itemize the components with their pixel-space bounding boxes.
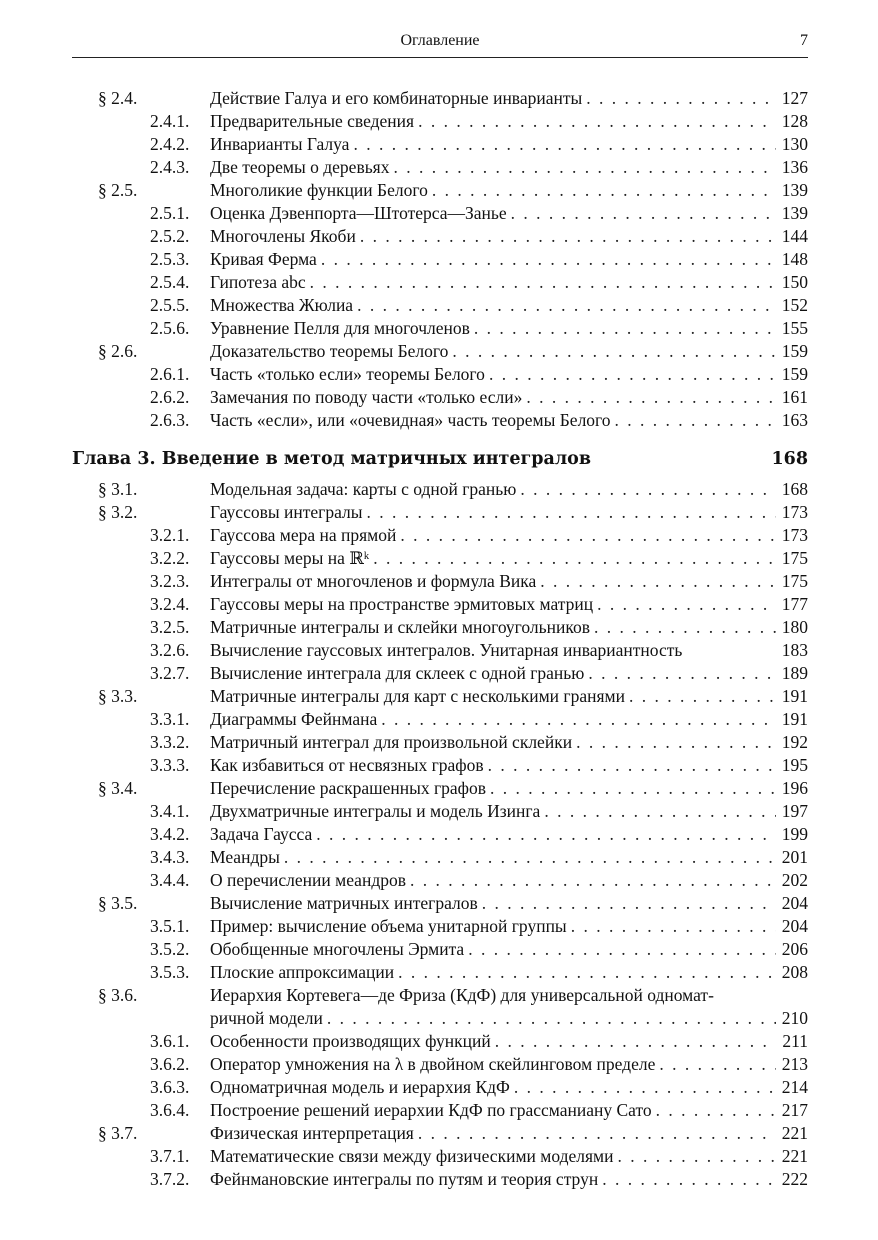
toc-number: 3.5.1. — [150, 916, 190, 936]
toc-entry-line — [210, 501, 808, 524]
toc-leader-dots — [510, 1076, 776, 1099]
toc-title: Как избавиться от несвязных графов — [210, 755, 484, 775]
toc-entry-line — [210, 846, 808, 869]
toc-title: Две теоремы о деревьях — [210, 157, 390, 177]
toc-title: Гауссова мера на прямой — [210, 525, 397, 545]
toc-page: 214 — [781, 1077, 808, 1097]
toc-title: Оценка Дэвенпорта—Штотерса—Занье — [210, 203, 507, 223]
toc-subsection — [72, 1099, 808, 1122]
toc-page: 191 — [781, 709, 808, 729]
toc-entry-line — [210, 179, 808, 202]
toc-page: 159 — [781, 364, 808, 384]
toc-number: § 2.6. — [98, 341, 138, 361]
toc-section — [72, 179, 808, 202]
toc-subsection — [72, 1145, 808, 1168]
toc-section — [72, 777, 808, 800]
toc-title: Предварительные сведения — [210, 111, 415, 131]
toc-page: 168 — [781, 479, 808, 499]
toc-number: 3.2.1. — [150, 525, 190, 545]
toc-entry-line — [210, 984, 808, 1007]
toc-subsection — [72, 225, 808, 248]
toc-subsection — [72, 248, 808, 271]
toc-title: Вычисление интеграла для склеек с одной гранью — [210, 663, 585, 683]
toc-subsection — [72, 915, 808, 938]
toc-page: 192 — [781, 732, 808, 752]
toc-number: 3.6.3. — [150, 1077, 190, 1097]
toc-title: Гауссовы интегралы — [210, 502, 363, 522]
toc-subsection — [72, 639, 808, 662]
toc-entry-line — [210, 869, 808, 892]
toc-subsection — [72, 616, 808, 639]
toc-leader-dots — [356, 225, 776, 248]
toc-entry-line — [210, 202, 808, 225]
toc-leader-dots — [484, 754, 776, 777]
toc-page: 206 — [781, 939, 808, 959]
toc-leader-dots — [280, 846, 776, 869]
toc-number: 3.2.3. — [150, 571, 190, 591]
toc-number: § 2.4. — [98, 88, 138, 108]
toc-leader-dots — [406, 869, 776, 892]
toc-section — [72, 984, 808, 1007]
toc-subsection — [72, 156, 808, 179]
toc-leader-dots — [567, 915, 776, 938]
toc-title: Часть «если», или «очевидная» часть теоремы Белого — [210, 410, 611, 430]
toc-number: 2.5.5. — [150, 295, 190, 315]
toc-entry-line — [210, 294, 808, 317]
toc-page: 139 — [781, 180, 808, 200]
toc-number: 3.2.5. — [150, 617, 190, 637]
toc-entry-line — [210, 87, 808, 110]
toc-subsection — [72, 1076, 808, 1099]
toc-entry-line — [210, 1122, 808, 1145]
toc-subsection — [72, 524, 808, 547]
toc-entry-line — [210, 409, 808, 432]
toc-leader-dots — [317, 248, 776, 271]
toc-title: Иерархия Кортевега—де Фриза (КдФ) для универсальной одномат- — [210, 985, 714, 1005]
toc-page: 128 — [781, 111, 808, 131]
toc-number: 3.2.6. — [150, 640, 190, 660]
toc-page: 152 — [781, 295, 808, 315]
toc-part-chapter-2 — [72, 87, 808, 432]
toc-leader-dots — [396, 524, 775, 547]
toc-entry-line — [210, 938, 808, 961]
toc-leader-dots — [470, 317, 776, 340]
toc-entry-line — [210, 892, 808, 915]
toc-leader-dots — [349, 133, 775, 156]
toc-entry-line — [210, 248, 808, 271]
toc-page: 155 — [781, 318, 808, 338]
toc-number: 2.5.3. — [150, 249, 190, 269]
toc-title: Модельная задача: карты с одной гранью — [210, 479, 517, 499]
toc-page: 202 — [781, 870, 808, 890]
toc-page: 189 — [781, 663, 808, 683]
toc-subsection — [72, 731, 808, 754]
toc-title: Одноматричная модель и иерархия КдФ — [210, 1077, 510, 1097]
toc-entry-line — [210, 754, 808, 777]
toc-subsection — [72, 547, 808, 570]
toc-subsection — [72, 110, 808, 133]
toc-entry-line — [210, 156, 808, 179]
toc-page: 163 — [781, 410, 808, 430]
toc-continuation — [72, 1007, 808, 1030]
toc-subsection — [72, 708, 808, 731]
toc-entry-line — [210, 133, 808, 156]
toc-entry-line — [210, 271, 808, 294]
toc-title: О перечислении меандров — [210, 870, 406, 890]
toc-entry-line — [210, 616, 808, 639]
toc-title: Гипотеза abc — [210, 272, 306, 292]
toc-number: § 3.5. — [98, 893, 138, 913]
toc-entry-line — [210, 662, 808, 685]
toc-entry-line — [210, 478, 808, 501]
toc-leader-dots — [611, 409, 776, 432]
toc-page: 199 — [781, 824, 808, 844]
toc-title: Множества Жюлиа — [210, 295, 354, 315]
toc-number: 3.7.2. — [150, 1169, 190, 1189]
toc-leader-dots — [491, 1030, 777, 1053]
toc-page: 217 — [781, 1100, 808, 1120]
toc-entry-line — [210, 524, 808, 547]
toc-title: Гауссовы меры на ℝᵏ — [210, 548, 370, 568]
toc-number: 3.4.3. — [150, 847, 190, 867]
toc-page: 139 — [781, 203, 808, 223]
toc-title: ричной модели — [210, 1008, 323, 1028]
toc-title: Доказательство теоремы Белого — [210, 341, 449, 361]
toc-entry-line — [210, 1076, 808, 1099]
toc-title: Меандры — [210, 847, 280, 867]
toc-page: 136 — [781, 157, 808, 177]
toc-subsection — [72, 386, 808, 409]
toc-page: 175 — [781, 548, 808, 568]
toc-entry-line — [210, 1145, 808, 1168]
toc-entry-line — [210, 340, 808, 363]
toc-subsection — [72, 961, 808, 984]
toc-entry-line — [210, 915, 808, 938]
running-header-title: Оглавление — [400, 32, 480, 49]
toc-subsection — [72, 1168, 808, 1191]
toc-subsection — [72, 570, 808, 593]
toc-title: Часть «только если» теоремы Белого — [210, 364, 485, 384]
toc-page: 211 — [782, 1031, 808, 1051]
toc-page: 195 — [781, 755, 808, 775]
toc-subsection — [72, 662, 808, 685]
toc-subsection — [72, 754, 808, 777]
toc-entry-line — [210, 1053, 808, 1076]
toc-leader-dots — [312, 823, 775, 846]
toc-leader-dots — [414, 1122, 776, 1145]
toc-leader-dots — [590, 616, 776, 639]
toc-entry-line — [210, 570, 808, 593]
toc-entry-line — [210, 593, 808, 616]
toc-number: 2.4.1. — [150, 111, 190, 131]
toc-number: 2.5.6. — [150, 318, 190, 338]
header-rule — [72, 57, 808, 58]
toc-subsection — [72, 271, 808, 294]
toc-page: 196 — [781, 778, 808, 798]
toc-title: Задача Гаусса — [210, 824, 313, 844]
toc-page: 175 — [781, 571, 808, 591]
toc-title: Гауссовы меры на пространстве эрмитовых матриц — [210, 594, 594, 614]
toc-subsection — [72, 317, 808, 340]
toc-page: 130 — [781, 134, 808, 154]
toc-part-chapter-3 — [72, 478, 808, 1191]
toc-subsection — [72, 846, 808, 869]
toc-number: 3.7.1. — [150, 1146, 190, 1166]
toc-page: 204 — [781, 916, 808, 936]
toc-number: 2.6.2. — [150, 387, 190, 407]
toc-number: 2.4.3. — [150, 157, 190, 177]
toc-leader-dots — [323, 1007, 776, 1030]
toc-leader-dots — [353, 294, 776, 317]
toc-page: 210 — [781, 1008, 808, 1028]
toc-leader-dots — [540, 800, 775, 823]
toc-title: Построение решений иерархии КдФ по грассманиану Сато — [210, 1100, 652, 1120]
toc-number: § 3.7. — [98, 1123, 138, 1143]
toc-number: 2.6.3. — [150, 410, 190, 430]
toc-section — [72, 478, 808, 501]
toc-title: Оператор умножения на λ в двойном скейлинговом пределе — [210, 1054, 656, 1074]
toc-number: § 3.4. — [98, 778, 138, 798]
toc-entry-line — [210, 547, 808, 570]
toc-number: 3.3.2. — [150, 732, 190, 752]
toc-page: 197 — [781, 801, 808, 821]
toc-page: 222 — [781, 1169, 808, 1189]
toc-entry-line — [210, 823, 808, 846]
toc-page: 204 — [781, 893, 808, 913]
toc-leader-dots — [598, 1168, 776, 1191]
toc-entry-line — [210, 1099, 808, 1122]
toc-section — [72, 87, 808, 110]
toc-subsection — [72, 409, 808, 432]
toc-subsection — [72, 1053, 808, 1076]
toc-page: 201 — [781, 847, 808, 867]
toc-number: 3.6.2. — [150, 1054, 190, 1074]
toc-leader-dots — [536, 570, 776, 593]
toc-leader-dots — [655, 1053, 775, 1076]
toc-leader-dots — [428, 179, 776, 202]
toc-entry-line — [210, 731, 808, 754]
toc-page: 183 — [781, 640, 808, 660]
toc-title: Многочлены Якоби — [210, 226, 356, 246]
toc-number: 2.5.4. — [150, 272, 190, 292]
toc-title: Вычисление матричных интегралов — [210, 893, 478, 913]
toc-section — [72, 1122, 808, 1145]
toc-entry-line — [210, 800, 808, 823]
toc-subsection — [72, 1030, 808, 1053]
toc-leader-dots — [485, 363, 776, 386]
toc-subsection — [72, 800, 808, 823]
toc-entry-line — [210, 1030, 808, 1053]
toc-number: § 2.5. — [98, 180, 138, 200]
toc-title: Замечания по поводу части «только если» — [210, 387, 523, 407]
toc-leader-dots — [377, 708, 776, 731]
toc-subsection — [72, 938, 808, 961]
toc-page: 150 — [781, 272, 808, 292]
toc-leader-dots — [593, 593, 776, 616]
toc-title: Математические связи между физическими моделями — [210, 1146, 614, 1166]
page-number: 7 — [800, 32, 808, 49]
toc-number: 3.5.3. — [150, 962, 190, 982]
toc-page: 148 — [781, 249, 808, 269]
toc-number: 3.3.3. — [150, 755, 190, 775]
toc-number: 3.5.2. — [150, 939, 190, 959]
toc-leader-dots — [306, 271, 776, 294]
toc-number: § 3.6. — [98, 985, 138, 1005]
toc-number: 3.4.2. — [150, 824, 190, 844]
toc-title: Физическая интерпретация — [210, 1123, 414, 1143]
toc-entry-line — [210, 639, 808, 662]
toc-leader-dots — [448, 340, 775, 363]
toc-leader-dots — [362, 501, 775, 524]
toc-entry-line — [210, 386, 808, 409]
toc-title: Интегралы от многочленов и формула Вика — [210, 571, 537, 591]
toc-leader-dots — [652, 1099, 776, 1122]
toc-number: 3.2.2. — [150, 548, 190, 568]
toc-page: 159 — [781, 341, 808, 361]
toc-title: Диаграммы Фейнмана — [210, 709, 378, 729]
toc-subsection — [72, 202, 808, 225]
toc-title: Кривая Ферма — [210, 249, 317, 269]
toc-section — [72, 892, 808, 915]
toc-number: § 3.1. — [98, 479, 138, 499]
toc-title: Плоские аппроксимации — [210, 962, 395, 982]
toc-number: § 3.2. — [98, 502, 138, 522]
toc-leader-dots — [390, 156, 776, 179]
toc-page: 208 — [781, 962, 808, 982]
toc-title: Матричные интегралы и склейки многоугольников — [210, 617, 590, 637]
toc-number: 3.2.4. — [150, 594, 190, 614]
toc-page: 144 — [781, 226, 808, 246]
toc-entry-line — [210, 110, 808, 133]
toc-leader-dots — [464, 938, 776, 961]
toc-leader-dots — [522, 386, 775, 409]
toc-number: 3.6.4. — [150, 1100, 190, 1120]
toc-page: 213 — [781, 1054, 808, 1074]
toc-page: 161 — [781, 387, 808, 407]
toc-title: Пример: вычисление объема унитарной группы — [210, 916, 567, 936]
toc-number: 3.4.1. — [150, 801, 190, 821]
toc-entry-line — [210, 363, 808, 386]
toc-page: 127 — [781, 88, 808, 108]
toc-leader-dots — [613, 1145, 775, 1168]
toc-entry-line — [210, 1168, 808, 1191]
toc-subsection — [72, 363, 808, 386]
toc-page: 191 — [781, 686, 808, 706]
running-header — [72, 30, 808, 54]
toc-title: Двухматричные интегралы и модель Изинга — [210, 801, 541, 821]
toc-leader-dots — [486, 777, 776, 800]
chapter-page: 168 — [771, 449, 808, 469]
toc-leader-dots — [478, 892, 776, 915]
toc-leader-dots — [582, 87, 775, 110]
toc-leader-dots — [414, 110, 776, 133]
table-of-contents — [72, 87, 808, 1191]
toc-entry-line — [210, 961, 808, 984]
toc-subsection — [72, 593, 808, 616]
toc-number: 2.5.1. — [150, 203, 190, 223]
toc-page: 180 — [781, 617, 808, 637]
toc-leader-dots — [572, 731, 776, 754]
toc-title: Особенности производящих функций — [210, 1031, 491, 1051]
toc-number: 3.2.7. — [150, 663, 190, 683]
chapter-title: Глава 3. Введение в метод матричных интегралов — [72, 449, 591, 469]
toc-title: Матричный интеграл для произвольной склейки — [210, 732, 573, 752]
toc-entry-line — [210, 317, 808, 340]
toc-title: Обобщенные многочлены Эрмита — [210, 939, 465, 959]
toc-title: Фейнмановские интегралы по путям и теория струн — [210, 1169, 599, 1189]
toc-number: 2.6.1. — [150, 364, 190, 384]
toc-title: Инварианты Галуа — [210, 134, 350, 154]
toc-entry-line — [210, 1007, 808, 1030]
toc-leader-dots — [625, 685, 776, 708]
toc-page: 173 — [781, 502, 808, 522]
toc-page: 177 — [781, 594, 808, 614]
toc-subsection — [72, 823, 808, 846]
toc-leader-dots — [516, 478, 775, 501]
toc-leader-dots — [584, 662, 775, 685]
toc-section — [72, 685, 808, 708]
toc-section — [72, 340, 808, 363]
toc-chapter-3 — [72, 444, 808, 474]
toc-title: Перечисление раскрашенных графов — [210, 778, 487, 798]
toc-section — [72, 501, 808, 524]
toc-subsection — [72, 294, 808, 317]
toc-leader-dots — [507, 202, 776, 225]
toc-number: 3.4.4. — [150, 870, 190, 890]
toc-number: 3.3.1. — [150, 709, 190, 729]
toc-leader-dots — [394, 961, 776, 984]
toc-title: Действие Галуа и его комбинаторные инварианты — [210, 88, 583, 108]
toc-entry-line — [210, 777, 808, 800]
toc-number: 3.6.1. — [150, 1031, 190, 1051]
toc-subsection — [72, 133, 808, 156]
toc-page: 221 — [781, 1123, 808, 1143]
toc-entry-line — [210, 708, 808, 731]
toc-number: § 3.3. — [98, 686, 138, 706]
toc-title: Уравнение Пелля для многочленов — [210, 318, 470, 338]
toc-subsection — [72, 869, 808, 892]
toc-title: Матричные интегралы для карт с несколькими гранями — [210, 686, 625, 706]
toc-entry-line — [210, 685, 808, 708]
toc-entry-line — [210, 225, 808, 248]
toc-title: Вычисление гауссовых интегралов. Унитарная инвариантность — [210, 640, 683, 660]
toc-leader-dots — [369, 547, 775, 570]
toc-number: 2.4.2. — [150, 134, 190, 154]
toc-page: 173 — [781, 525, 808, 545]
toc-page: 221 — [781, 1146, 808, 1166]
toc-title: Многоликие функции Белого — [210, 180, 428, 200]
toc-number: 2.5.2. — [150, 226, 190, 246]
